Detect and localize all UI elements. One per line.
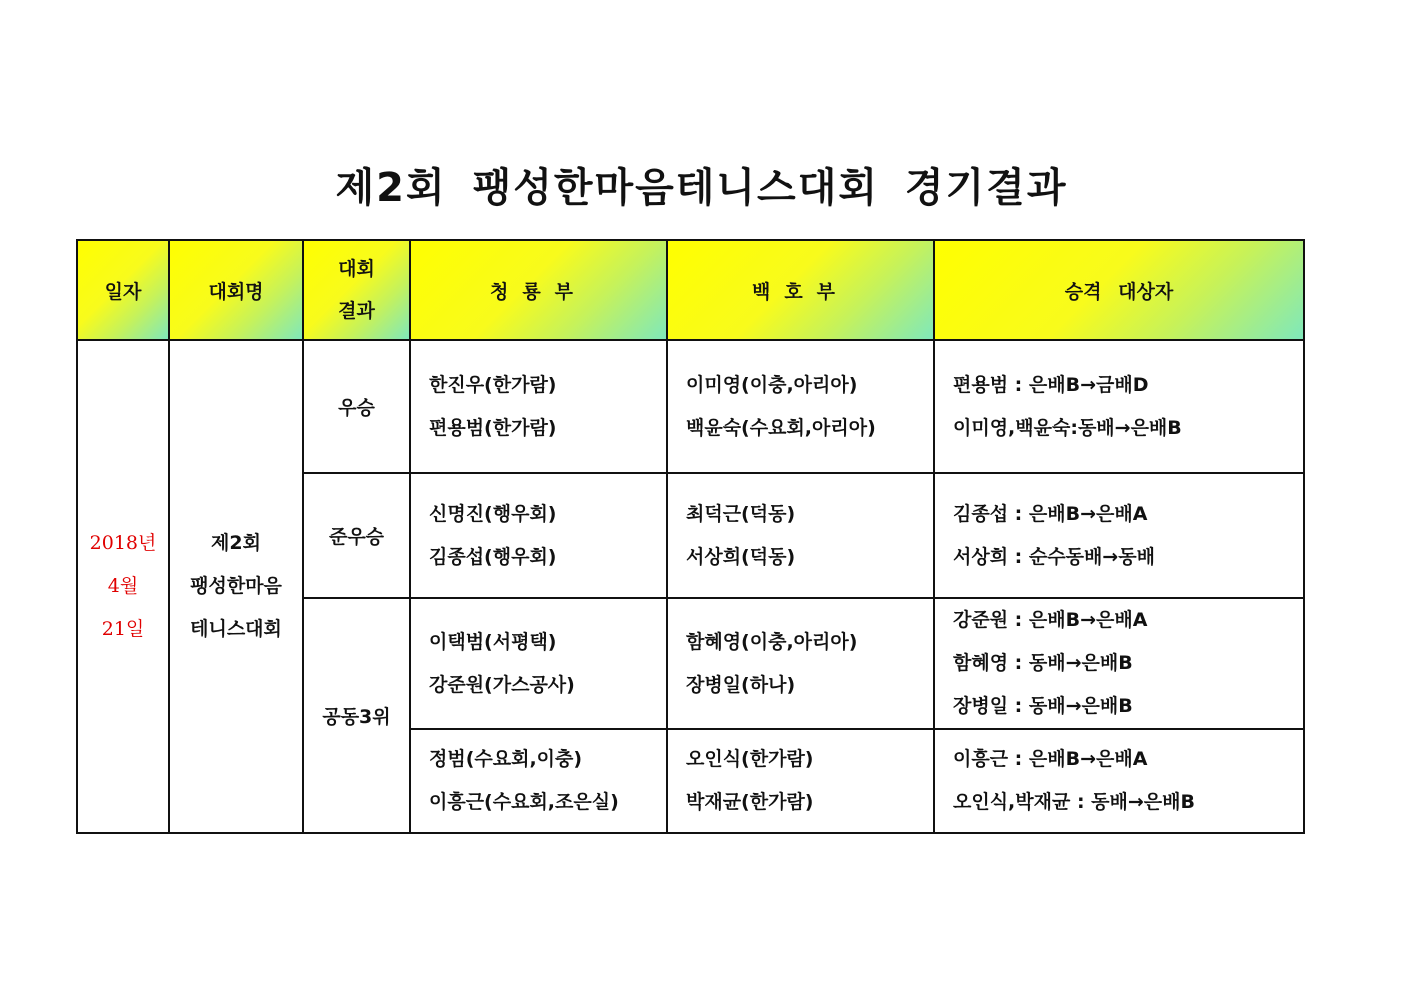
- player-entry: 이택범(서평택): [429, 630, 557, 653]
- promotion-entry: 서상희 : 순수동배→동배: [953, 545, 1155, 568]
- baekho-cell: [667, 340, 934, 473]
- promotion-entry: 편용범 : 은배B→금배D: [953, 373, 1149, 396]
- player-entry: 김종섭(행우회): [429, 545, 557, 568]
- result-cell: 공동3위: [303, 598, 410, 833]
- player-entry: 이흥근(수요회,조은실): [429, 791, 619, 813]
- player-entry: 오인식(한가람): [686, 748, 814, 770]
- result-cell: 우승: [303, 340, 410, 473]
- date-cell: [77, 340, 169, 833]
- header-event: 대회명: [169, 240, 303, 340]
- promotion-entry: 이미영,백윤숙:동배→은배B: [953, 416, 1182, 439]
- event-name-line2: 팽성한마음: [190, 575, 282, 597]
- promotion-cell: [934, 598, 1304, 729]
- header-cheongryong: 청룡부: [410, 240, 667, 340]
- promotion-entry: 오인식,박재균 : 동배→은배B: [953, 791, 1195, 813]
- baekho-cell: [667, 473, 934, 598]
- baekho-cell: [667, 598, 934, 729]
- header-promotion: 승격 대상자: [934, 240, 1304, 340]
- results-table: [76, 239, 1305, 834]
- promotion-entry: 함혜영 : 동배→은배B: [953, 652, 1133, 674]
- promotion-cell: [934, 340, 1304, 473]
- cheongryong-cell: [410, 473, 667, 598]
- cheongryong-cell: [410, 340, 667, 473]
- cheongryong-cell: [410, 729, 667, 833]
- event-name-line3: 테니스대회: [190, 618, 282, 640]
- player-entry: 신명진(행우회): [429, 502, 557, 525]
- date-month: 4월: [107, 575, 139, 597]
- date-year: 2018년: [89, 532, 157, 554]
- page-title: 제2회 팽성한마음테니스대회 경기결과: [335, 165, 1068, 211]
- header-row: [77, 240, 1304, 340]
- header-result-line2: 결과: [338, 300, 375, 322]
- baekho-cell: [667, 729, 934, 833]
- table-row: [77, 340, 1304, 473]
- player-entry: 편용범(한가람): [429, 416, 557, 439]
- player-entry: 이미영(이충,아리아): [686, 373, 858, 396]
- player-entry: 서상희(덕동): [686, 545, 796, 568]
- player-entry: 최덕근(덕동): [686, 502, 796, 525]
- player-entry: 정범(수요회,이충): [429, 748, 583, 770]
- promotion-entry: 이흥근 : 은배B→은배A: [953, 748, 1148, 770]
- promotion-cell: [934, 729, 1304, 833]
- player-entry: 박재균(한가람): [686, 791, 814, 813]
- player-entry: 백윤숙(수요회,아리아): [686, 416, 876, 439]
- header-date: 일자: [77, 240, 169, 340]
- header-result: [303, 240, 410, 340]
- date-day: 21일: [101, 618, 145, 640]
- promotion-cell: [934, 473, 1304, 598]
- player-entry: 함혜영(이충,아리아): [686, 630, 858, 653]
- cheongryong-cell: [410, 598, 667, 729]
- header-result-line1: 대회: [338, 258, 375, 280]
- player-entry: 장병일(하나): [686, 673, 796, 696]
- event-name-line1: 제2회: [211, 532, 261, 554]
- promotion-entry: 김종섭 : 은배B→은배A: [953, 502, 1148, 525]
- event-name-cell: [169, 340, 303, 833]
- promotion-entry: 장병일 : 동배→은배B: [953, 695, 1133, 717]
- player-entry: 강준원(가스공사): [429, 673, 575, 696]
- promotion-entry: 강준원 : 은배B→은배A: [953, 609, 1148, 631]
- result-cell: 준우승: [303, 473, 410, 598]
- player-entry: 한진우(한가람): [429, 373, 557, 396]
- header-baekho: 백호부: [667, 240, 934, 340]
